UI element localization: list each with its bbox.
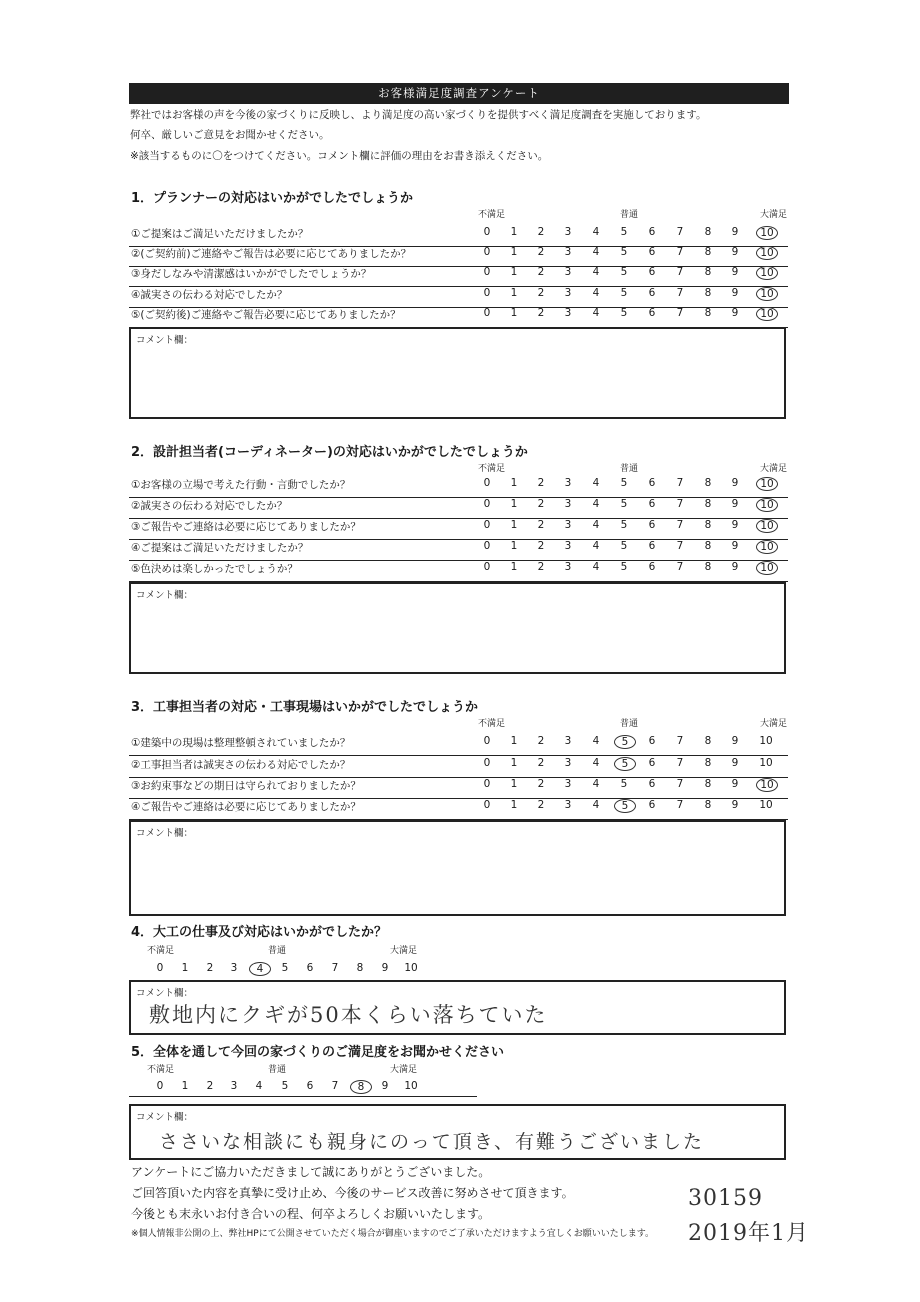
rating-option[interactable]: 3	[564, 226, 572, 238]
intro-line-1: 弊社ではお客様の声を今後の家づくりに反映し、より満足度の高い家づくりを提供すべく満足度調査を実施しております。	[130, 109, 707, 121]
rating-option[interactable]: 8	[704, 799, 712, 811]
rating-option[interactable]: 10	[404, 1080, 418, 1092]
rating-option[interactable]: 7	[676, 287, 684, 299]
section-1-comment-box[interactable]	[129, 327, 786, 419]
rating-option[interactable]: 0	[483, 246, 491, 258]
selected-rating-option[interactable]: 10	[756, 226, 778, 240]
rating-option[interactable]: 8	[356, 962, 364, 974]
rating-option[interactable]: 6	[648, 287, 656, 299]
rating-option[interactable]: 4	[592, 561, 600, 573]
rating-option[interactable]: 0	[483, 477, 491, 489]
intro-line-2: 何卒、厳しいご意見をお聞かせください。	[130, 129, 330, 141]
rating-option[interactable]: 9	[731, 778, 739, 790]
rating-option[interactable]: 4	[592, 757, 600, 769]
rating-option[interactable]: 2	[537, 778, 545, 790]
rating-option[interactable]: 3	[564, 498, 572, 510]
rating-option[interactable]: 9	[731, 735, 739, 747]
scale-low-label: 不満足	[478, 210, 506, 220]
rating-option[interactable]: 6	[648, 540, 656, 552]
question-text: ⑤(ご契約後)ご連絡やご報告必要に応じてありましたか？	[131, 309, 401, 321]
selected-rating-option[interactable]: 10	[756, 246, 778, 260]
rating-option[interactable]: 3	[564, 757, 572, 769]
rating-option[interactable]: 7	[331, 962, 339, 974]
section-5-comment-box[interactable]	[129, 1104, 786, 1160]
rating-option[interactable]: 2	[537, 307, 545, 319]
footer-line-2: ご回答頂いた内容を真摯に受け止め、今後のサービス改善に努めさせて頂きます。	[131, 1186, 574, 1200]
rating-option[interactable]: 5	[620, 519, 628, 531]
rating-option[interactable]: 4	[592, 307, 600, 319]
rating-option[interactable]: 3	[230, 1080, 238, 1092]
question-text: ②工事担当者は誠実さの伝わる対応でしたか？	[131, 759, 351, 771]
rating-option[interactable]: 6	[648, 757, 656, 769]
selected-rating-option[interactable]: 10	[756, 561, 778, 575]
scale-high-label: 大満足	[390, 946, 418, 956]
rating-option[interactable]: 2	[537, 540, 545, 552]
question-row	[129, 797, 788, 820]
rating-option[interactable]: 9	[731, 799, 739, 811]
rating-option[interactable]: 7	[676, 799, 684, 811]
rating-option[interactable]: 2	[537, 735, 545, 747]
rating-option[interactable]: 3	[564, 561, 572, 573]
rating-option[interactable]: 0	[483, 226, 491, 238]
rating-option[interactable]: 4	[592, 799, 600, 811]
rating-option[interactable]: 4	[592, 226, 600, 238]
rating-option[interactable]: 1	[510, 799, 518, 811]
section-4-title: 4．大工の仕事及び対応はいかがでしたか？	[131, 925, 388, 940]
rating-option[interactable]: 5	[620, 226, 628, 238]
rating-option[interactable]: 1	[510, 246, 518, 258]
rating-option[interactable]: 5	[620, 498, 628, 510]
footer-line-3: 今後とも末永いお付き合いの程、何卒よろしくお願いいたします。	[131, 1207, 491, 1221]
scale-mid-label: 普通	[620, 210, 639, 220]
rating-option[interactable]: 2	[206, 962, 214, 974]
rating-option[interactable]: 0	[483, 561, 491, 573]
section-4-comment-text: 敷地内にクギが50本くらい落ちていた	[149, 1003, 548, 1027]
rating-option[interactable]: 7	[676, 477, 684, 489]
selected-rating-option[interactable]: 10	[756, 498, 778, 512]
rating-option[interactable]: 1	[510, 307, 518, 319]
rating-option[interactable]: 5	[620, 307, 628, 319]
rating-option[interactable]: 4	[592, 519, 600, 531]
question-text: ①ご提案はご満足いただけましたか？	[131, 228, 309, 240]
question-text: ④ご提案はご満足いただけましたか？	[131, 542, 309, 554]
rating-option[interactable]: 6	[648, 226, 656, 238]
rating-option[interactable]: 8	[704, 519, 712, 531]
rating-option[interactable]: 3	[564, 266, 572, 278]
section-1-title: 1．プランナーの対応はいかがでしたでしょうか	[131, 191, 414, 206]
rating-option[interactable]: 5	[281, 962, 289, 974]
question-text: ①お客様の立場で考えた行動・言動でしたか？	[131, 479, 351, 491]
rating-option[interactable]: 0	[483, 778, 491, 790]
scale-low-label: 不満足	[478, 719, 506, 729]
question-row	[129, 517, 788, 540]
rating-option[interactable]: 3	[564, 540, 572, 552]
section-3-comment-box[interactable]	[129, 820, 786, 916]
rating-option[interactable]: 4	[592, 266, 600, 278]
rating-option[interactable]: 7	[676, 778, 684, 790]
rating-option[interactable]: 0	[483, 287, 491, 299]
rating-option[interactable]: 8	[704, 757, 712, 769]
comment-label: コメント欄：	[136, 828, 194, 839]
rating-option[interactable]: 1	[510, 540, 518, 552]
rating-option[interactable]: 5	[620, 287, 628, 299]
rating-option[interactable]: 2	[537, 226, 545, 238]
rating-option[interactable]: 9	[731, 266, 739, 278]
selected-rating-option[interactable]: 5	[614, 757, 636, 771]
question-row	[129, 776, 788, 799]
comment-label: コメント欄：	[136, 335, 194, 346]
rating-option[interactable]: 7	[676, 735, 684, 747]
rating-option[interactable]: 6	[306, 1080, 314, 1092]
rating-option[interactable]: 1	[181, 962, 189, 974]
rating-option[interactable]: 7	[676, 519, 684, 531]
rating-option[interactable]: 2	[537, 266, 545, 278]
section-2-comment-box[interactable]	[129, 582, 786, 674]
question-text: ④誠実さの伝わる対応でしたか？	[131, 289, 288, 301]
selected-rating-option[interactable]: 10	[756, 307, 778, 321]
rating-option[interactable]: 8	[704, 266, 712, 278]
section-5-title: 5．全体を通して今回の家づくりのご満足度をお聞かせください	[131, 1045, 505, 1060]
rating-option[interactable]: 1	[510, 519, 518, 531]
section-5-underline	[129, 1096, 477, 1097]
rating-option[interactable]: 4	[592, 540, 600, 552]
rating-option[interactable]: 8	[704, 778, 712, 790]
intro-line-3: ※該当するものに〇をつけてください。コメント欄に評価の理由をお書き添えください。	[130, 150, 549, 162]
rating-option[interactable]: 4	[592, 778, 600, 790]
rating-option[interactable]: 2	[206, 1080, 214, 1092]
rating-option[interactable]: 6	[648, 735, 656, 747]
rating-option[interactable]: 5	[620, 477, 628, 489]
rating-option[interactable]: 6	[648, 246, 656, 258]
rating-option[interactable]: 6	[648, 307, 656, 319]
rating-option[interactable]: 0	[483, 757, 491, 769]
rating-option[interactable]: 0	[483, 307, 491, 319]
scale-mid-label: 普通	[620, 719, 639, 729]
rating-option[interactable]: 4	[592, 287, 600, 299]
handwritten-id: 30159	[688, 1186, 763, 1211]
rating-option[interactable]: 1	[510, 561, 518, 573]
selected-rating-option[interactable]: 5	[614, 799, 636, 813]
rating-option[interactable]: 9	[381, 962, 389, 974]
scale-low-label: 不満足	[147, 946, 175, 956]
rating-option[interactable]: 5	[620, 246, 628, 258]
scale-high-label: 大満足	[760, 210, 788, 220]
rating-option[interactable]: 10	[759, 735, 773, 747]
rating-option[interactable]: 3	[564, 246, 572, 258]
rating-option[interactable]: 7	[676, 540, 684, 552]
scale-mid-label: 普通	[620, 464, 639, 474]
section-3-title: 3．工事担当者の対応・工事現場はいかがでしたでしょうか	[131, 700, 479, 715]
selected-rating-option[interactable]: 10	[756, 540, 778, 554]
rating-option[interactable]: 9	[381, 1080, 389, 1092]
selected-rating-option[interactable]: 10	[756, 477, 778, 491]
scale-high-label: 大満足	[390, 1065, 418, 1075]
selected-rating-option[interactable]: 4	[249, 962, 271, 976]
rating-option[interactable]: 5	[281, 1080, 289, 1092]
rating-option[interactable]: 0	[483, 519, 491, 531]
question-text: ④ご報告やご連絡は必要に応じてありましたか？	[131, 801, 361, 813]
question-row	[129, 559, 788, 582]
rating-option[interactable]: 5	[620, 561, 628, 573]
question-text: ②(ご契約前)ご連絡やご報告は必要に応じてありましたか？	[131, 248, 412, 260]
rating-option[interactable]: 3	[564, 307, 572, 319]
scale-high-label: 大満足	[760, 719, 788, 729]
rating-option[interactable]: 4	[255, 1080, 263, 1092]
rating-option[interactable]: 6	[648, 778, 656, 790]
rating-option[interactable]: 4	[592, 246, 600, 258]
rating-option[interactable]: 9	[731, 477, 739, 489]
question-row	[129, 475, 788, 498]
rating-option[interactable]: 2	[537, 498, 545, 510]
rating-option[interactable]: 7	[676, 266, 684, 278]
rating-option[interactable]: 1	[181, 1080, 189, 1092]
selected-rating-option[interactable]: 10	[756, 266, 778, 280]
rating-option[interactable]: 0	[156, 1080, 164, 1092]
rating-option[interactable]: 2	[537, 477, 545, 489]
rating-option[interactable]: 1	[510, 735, 518, 747]
rating-option[interactable]: 1	[510, 226, 518, 238]
rating-option[interactable]: 9	[731, 540, 739, 552]
rating-option[interactable]: 7	[676, 307, 684, 319]
rating-option[interactable]: 3	[230, 962, 238, 974]
rating-option[interactable]: 0	[483, 498, 491, 510]
rating-option[interactable]: 1	[510, 498, 518, 510]
rating-option[interactable]: 3	[564, 778, 572, 790]
question-text: ③お約束事などの期日は守られておりましたか？	[131, 780, 361, 792]
rating-option[interactable]: 9	[731, 287, 739, 299]
rating-option[interactable]: 3	[564, 799, 572, 811]
rating-option[interactable]: 7	[676, 246, 684, 258]
rating-option[interactable]: 4	[592, 498, 600, 510]
rating-option[interactable]: 8	[704, 307, 712, 319]
question-row	[129, 538, 788, 561]
rating-option[interactable]: 9	[731, 246, 739, 258]
rating-option[interactable]: 7	[676, 561, 684, 573]
rating-option[interactable]: 4	[592, 477, 600, 489]
question-row	[129, 755, 788, 778]
rating-option[interactable]: 5	[620, 266, 628, 278]
rating-option[interactable]: 0	[483, 799, 491, 811]
rating-option[interactable]: 10	[759, 799, 773, 811]
rating-option[interactable]: 8	[704, 477, 712, 489]
rating-option[interactable]: 4	[592, 735, 600, 747]
rating-option[interactable]: 7	[676, 757, 684, 769]
rating-option[interactable]: 3	[564, 477, 572, 489]
comment-label: コメント欄：	[136, 590, 194, 601]
selected-rating-option[interactable]: 10	[756, 519, 778, 533]
rating-option[interactable]: 8	[704, 561, 712, 573]
section-5-comment-text: ささいな相談にも親身にのって頂き、有難うございました	[159, 1131, 705, 1153]
comment-label: コメント欄：	[136, 1112, 194, 1123]
rating-option[interactable]: 9	[731, 757, 739, 769]
selected-rating-option[interactable]: 8	[350, 1080, 372, 1094]
rating-option[interactable]: 8	[704, 735, 712, 747]
question-row	[129, 264, 788, 287]
rating-option[interactable]: 10	[404, 962, 418, 974]
rating-option[interactable]: 8	[704, 498, 712, 510]
rating-option[interactable]: 1	[510, 287, 518, 299]
rating-option[interactable]: 0	[483, 735, 491, 747]
survey-title: お客様満足度調査アンケート	[129, 83, 789, 104]
rating-option[interactable]: 5	[620, 540, 628, 552]
scale-high-label: 大満足	[760, 464, 788, 474]
rating-option[interactable]: 8	[704, 540, 712, 552]
footnote: ※個人情報非公開の上、弊社HPにて公開させていただく場合が御座いますのでご了承いただけますよう宜しくお願いいたします。	[131, 1229, 655, 1239]
footer-line-1: アンケートにご協力いただきまして誠にありがとうございました。	[131, 1165, 491, 1179]
rating-option[interactable]: 2	[537, 561, 545, 573]
rating-option[interactable]: 6	[648, 561, 656, 573]
handwritten-date: 2019年1月	[688, 1221, 809, 1246]
question-row	[129, 496, 788, 519]
rating-option[interactable]: 2	[537, 519, 545, 531]
selected-rating-option[interactable]: 5	[614, 735, 636, 749]
question-text: ⑤色決めは楽しかったでしょうか？	[131, 563, 298, 575]
scale-low-label: 不満足	[478, 464, 506, 474]
rating-option[interactable]: 8	[704, 246, 712, 258]
scale-low-label: 不満足	[147, 1065, 175, 1075]
selected-rating-option[interactable]: 10	[756, 778, 778, 792]
selected-rating-option[interactable]: 10	[756, 287, 778, 301]
question-text: ①建築中の現場は整理整頓されていましたか？	[131, 737, 351, 749]
rating-option[interactable]: 7	[331, 1080, 339, 1092]
rating-option[interactable]: 1	[510, 477, 518, 489]
rating-option[interactable]: 6	[648, 266, 656, 278]
rating-option[interactable]: 8	[704, 287, 712, 299]
rating-option[interactable]: 7	[676, 226, 684, 238]
section-4-comment-box[interactable]	[129, 980, 786, 1035]
question-text: ③身だしなみや清潔感はいかがでしたでしょうか？	[131, 268, 372, 280]
question-row	[129, 305, 788, 328]
rating-option[interactable]: 2	[537, 757, 545, 769]
rating-option[interactable]: 6	[648, 477, 656, 489]
scale-mid-label: 普通	[268, 1065, 287, 1075]
rating-option[interactable]: 9	[731, 519, 739, 531]
rating-option[interactable]: 1	[510, 757, 518, 769]
rating-option[interactable]: 9	[731, 561, 739, 573]
rating-option[interactable]: 0	[156, 962, 164, 974]
rating-option[interactable]: 6	[648, 799, 656, 811]
rating-option[interactable]: 9	[731, 498, 739, 510]
question-row	[129, 733, 788, 756]
comment-label: コメント欄：	[136, 988, 194, 999]
scale-mid-label: 普通	[268, 946, 287, 956]
question-text: ③ご報告やご連絡は必要に応じてありましたか？	[131, 521, 361, 533]
rating-option[interactable]: 7	[676, 498, 684, 510]
rating-option[interactable]: 2	[537, 287, 545, 299]
rating-option[interactable]: 3	[564, 735, 572, 747]
rating-option[interactable]: 6	[648, 519, 656, 531]
rating-option[interactable]: 0	[483, 540, 491, 552]
question-text: ②誠実さの伝わる対応でしたか？	[131, 500, 288, 512]
rating-option[interactable]: 9	[731, 226, 739, 238]
rating-option[interactable]: 2	[537, 246, 545, 258]
section-2-title: 2．設計担当者(コーディネーター)の対応はいかがでしたでしょうか	[131, 445, 528, 460]
rating-option[interactable]: 2	[537, 799, 545, 811]
rating-option[interactable]: 0	[483, 266, 491, 278]
rating-option[interactable]: 10	[759, 757, 773, 769]
rating-option[interactable]: 1	[510, 778, 518, 790]
rating-option[interactable]: 1	[510, 266, 518, 278]
rating-option[interactable]: 8	[704, 226, 712, 238]
rating-option[interactable]: 6	[648, 498, 656, 510]
rating-option[interactable]: 3	[564, 287, 572, 299]
rating-option[interactable]: 5	[620, 778, 628, 790]
rating-option[interactable]: 6	[306, 962, 314, 974]
rating-option[interactable]: 9	[731, 307, 739, 319]
rating-option[interactable]: 3	[564, 519, 572, 531]
